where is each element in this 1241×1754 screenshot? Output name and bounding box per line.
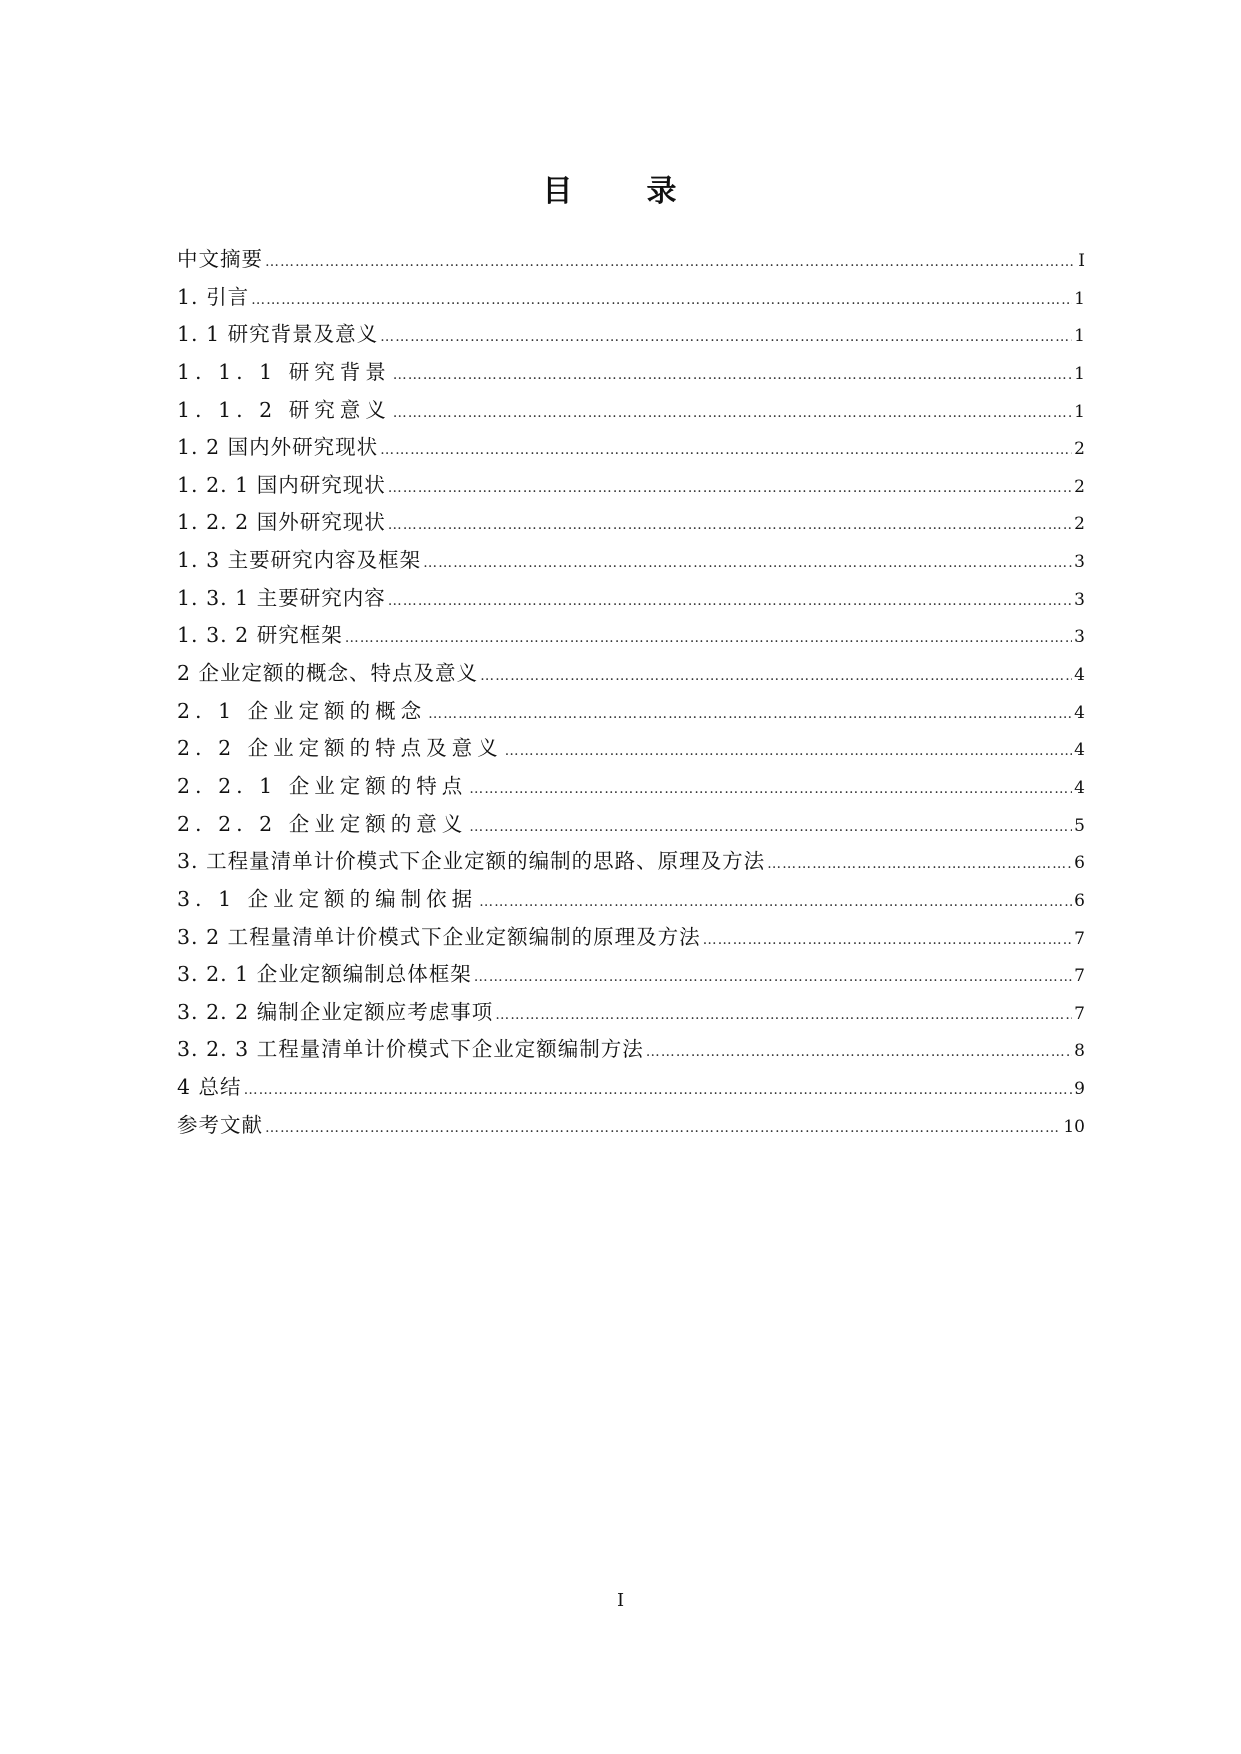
toc-entry[interactable] [177, 693, 1085, 731]
toc-entry-label: 1. 1. 2 研究意义 [177, 397, 391, 422]
toc-entry-page: 4 [1074, 702, 1085, 723]
toc-entry-page: 3 [1074, 627, 1085, 648]
toc-entry-label: 1. 1. 1 研究背景 [177, 359, 391, 384]
toc-entry-page: 2 [1074, 514, 1085, 535]
toc-entry-label: 1. 引言 [177, 284, 250, 309]
toc-entry-label: 3. 工程量清单计价模式下企业定额的编制的思路、原理及方法 [177, 849, 766, 874]
toc-entry[interactable] [177, 467, 1085, 505]
toc-dot-leader [423, 545, 1072, 583]
toc-entry[interactable] [177, 956, 1085, 994]
toc-dot-leader [380, 319, 1072, 357]
toc-dot-leader [244, 1072, 1073, 1110]
toc-entry-label: 1. 2. 1 国内研究现状 [177, 472, 386, 497]
toc-dot-leader [646, 1034, 1072, 1072]
toc-entry[interactable] [177, 354, 1085, 392]
toc-entry-page: I [1078, 251, 1085, 271]
toc-entry-page: 3 [1074, 589, 1085, 610]
toc-entry-label: 1. 2 国内外研究现状 [177, 435, 379, 460]
toc-entry[interactable] [177, 919, 1085, 957]
toc-entry-label: 1. 3. 2 研究框架 [177, 623, 343, 648]
toc-entry[interactable] [177, 843, 1085, 881]
toc-dot-leader [251, 282, 1072, 320]
toc-entry-page: 7 [1074, 966, 1085, 987]
toc-entry[interactable] [177, 1107, 1085, 1145]
toc-dot-leader [505, 733, 1073, 771]
toc-entry[interactable] [177, 617, 1085, 655]
toc-dot-leader [393, 357, 1072, 395]
toc-entry[interactable] [177, 580, 1085, 618]
toc-entry-label: 1. 3. 1 主要研究内容 [177, 585, 386, 610]
footer-page-number: I [616, 1590, 625, 1611]
table-of-contents [177, 241, 1085, 1144]
toc-entry-label: 1. 2. 2 国外研究现状 [177, 510, 386, 535]
toc-dot-leader [265, 244, 1076, 282]
toc-entry[interactable] [177, 316, 1085, 354]
toc-entry[interactable] [177, 806, 1085, 844]
toc-entry-page: 2 [1074, 439, 1085, 460]
toc-entry[interactable] [177, 768, 1085, 806]
toc-entry-page: 7 [1074, 928, 1085, 949]
toc-entry-page: 2 [1074, 476, 1085, 497]
toc-entry-label: 1. 3 主要研究内容及框架 [177, 548, 422, 573]
toc-entry-page: 7 [1074, 1003, 1085, 1024]
toc-entry-page: 4 [1074, 740, 1085, 761]
toc-dot-leader [767, 846, 1072, 884]
toc-entry-page: 1 [1074, 363, 1085, 384]
toc-entry-page: 3 [1074, 552, 1085, 573]
toc-entry-page: 1 [1074, 326, 1085, 347]
toc-entry-page: 1 [1074, 401, 1085, 422]
toc-dot-leader [703, 922, 1073, 960]
toc-dot-leader [469, 771, 1072, 809]
toc-entry[interactable] [177, 655, 1085, 693]
toc-entry-label: 3. 2 工程量清单计价模式下企业定额编制的原理及方法 [177, 924, 701, 949]
toc-entry-label: 参考文献 [177, 1112, 263, 1137]
toc-entry-label: 4 总结 [177, 1075, 242, 1100]
toc-entry-label: 1. 1 研究背景及意义 [177, 322, 379, 347]
toc-entry[interactable] [177, 279, 1085, 317]
toc-entry-label: 3. 1 企业定额的编制依据 [177, 886, 478, 911]
toc-entry[interactable] [177, 542, 1085, 580]
page-title: 目 录 [542, 174, 699, 209]
toc-dot-leader [380, 432, 1072, 470]
toc-dot-leader [495, 997, 1072, 1035]
toc-dot-leader [479, 884, 1072, 922]
toc-entry-page: 4 [1074, 777, 1085, 798]
toc-dot-leader [265, 1110, 1061, 1148]
toc-entry[interactable] [177, 429, 1085, 467]
toc-dot-leader [469, 809, 1072, 847]
toc-entry[interactable] [177, 241, 1085, 279]
toc-entry-label: 中文摘要 [177, 247, 263, 271]
toc-entry-label: 2 企业定额的概念、特点及意义 [177, 661, 479, 686]
toc-entry[interactable] [177, 881, 1085, 919]
toc-entry-label: 3. 2. 2 编制企业定额应考虑事项 [177, 999, 494, 1024]
toc-dot-leader [345, 620, 1072, 658]
toc-entry[interactable] [177, 994, 1085, 1032]
toc-entry-page: 8 [1074, 1041, 1085, 1062]
toc-entry-label: 2. 1 企业定额的概念 [177, 698, 427, 723]
toc-dot-leader [393, 395, 1072, 433]
toc-entry-page: 6 [1074, 890, 1085, 911]
toc-entry-page: 10 [1063, 1116, 1085, 1137]
toc-entry-label: 2. 2. 2 企业定额的意义 [177, 811, 468, 836]
toc-entry[interactable] [177, 730, 1085, 768]
toc-entry[interactable] [177, 1069, 1085, 1107]
toc-entry-page: 9 [1074, 1079, 1085, 1100]
toc-dot-leader [474, 959, 1072, 997]
toc-entry[interactable] [177, 392, 1085, 430]
toc-dot-leader [428, 696, 1072, 734]
toc-entry-label: 2. 2. 1 企业定额的特点 [177, 773, 468, 798]
toc-entry[interactable] [177, 1031, 1085, 1069]
toc-dot-leader [388, 583, 1072, 621]
toc-dot-leader [388, 507, 1072, 545]
toc-dot-leader [480, 658, 1072, 696]
toc-entry-label: 2. 2 企业定额的特点及意义 [177, 736, 503, 761]
toc-entry-page: 4 [1074, 665, 1085, 686]
toc-entry-page: 6 [1074, 853, 1085, 874]
toc-entry-label: 3. 2. 1 企业定额编制总体框架 [177, 962, 472, 987]
toc-entry-page: 5 [1074, 815, 1085, 836]
toc-entry-label: 3. 2. 3 工程量清单计价模式下企业定额编制方法 [177, 1037, 644, 1062]
toc-entry-page: 1 [1074, 288, 1085, 309]
toc-entry[interactable] [177, 504, 1085, 542]
toc-dot-leader [388, 470, 1072, 508]
